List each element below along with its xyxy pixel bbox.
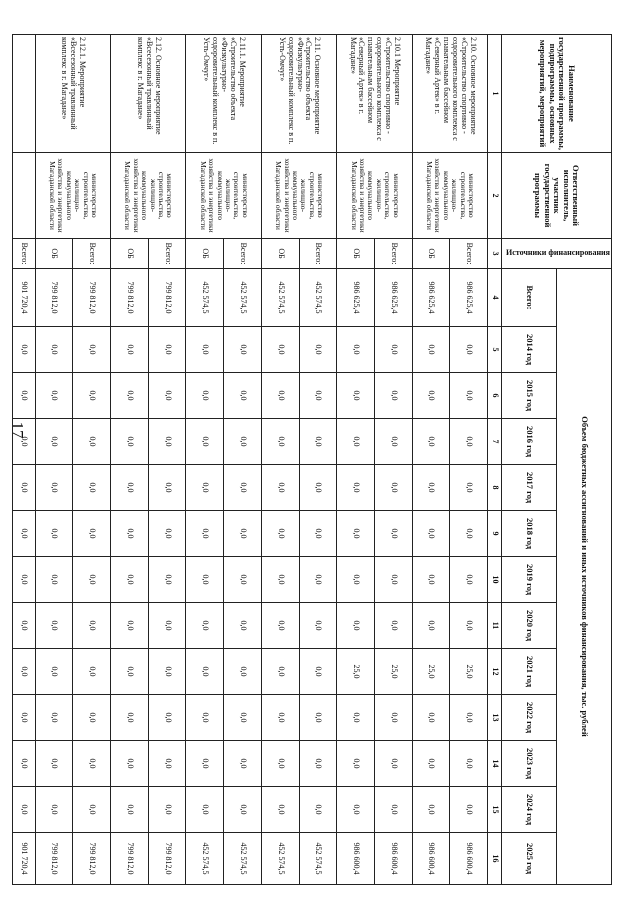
final-value: 0,0 xyxy=(13,695,36,741)
row-value: 799 812,0 xyxy=(148,833,186,885)
row-source: Всего: xyxy=(73,239,111,269)
row-value: 986 600,4 xyxy=(337,833,375,885)
row-value: 0,0 xyxy=(374,787,412,833)
row-name: 2.12.1. Мероприятие «Всесезонный травлинный комплекс в г. Магадане» xyxy=(35,35,110,153)
row-responsible: министерство строительства, жилищно-коммунального хозяйства и энергетики Магаданской области xyxy=(35,153,110,239)
row-value: 0,0 xyxy=(450,741,488,787)
final-value: 0,0 xyxy=(13,327,36,373)
row-value: 0,0 xyxy=(186,603,224,649)
column-index-6: 6 xyxy=(488,373,502,419)
row-value: 0,0 xyxy=(224,695,262,741)
row-value: 0,0 xyxy=(73,603,111,649)
row-source: ОБ xyxy=(186,239,224,269)
row-value: 0,0 xyxy=(374,511,412,557)
row-value: 0,0 xyxy=(337,787,375,833)
row-value: 0,0 xyxy=(337,511,375,557)
row-value: 0,0 xyxy=(148,327,186,373)
row-value: 0,0 xyxy=(73,695,111,741)
rotated-table-wrapper xyxy=(20,34,612,884)
row-value: 0,0 xyxy=(299,741,337,787)
row-source: Всего: xyxy=(148,239,186,269)
row-value: 0,0 xyxy=(261,511,299,557)
row-value: 0,0 xyxy=(148,465,186,511)
column-index-4: 4 xyxy=(488,269,502,327)
row-value: 0,0 xyxy=(111,511,149,557)
row-value: 25,0 xyxy=(374,649,412,695)
final-empty-responsible xyxy=(13,153,36,239)
header-source xyxy=(502,239,612,269)
row-source: ОБ xyxy=(35,239,73,269)
row-value: 0,0 xyxy=(35,327,73,373)
row-value: 0,0 xyxy=(412,557,450,603)
column-index-2: 2 xyxy=(488,153,502,239)
row-value: 0,0 xyxy=(374,465,412,511)
header-year-5: 2018 год xyxy=(502,511,557,557)
final-empty-name xyxy=(13,35,36,153)
row-value: 452 574,5 xyxy=(186,833,224,885)
row-value: 0,0 xyxy=(186,695,224,741)
row-value: 0,0 xyxy=(111,741,149,787)
row-value: 0,0 xyxy=(73,649,111,695)
row-value: 0,0 xyxy=(261,557,299,603)
row-value: 0,0 xyxy=(337,741,375,787)
row-value: 0,0 xyxy=(299,649,337,695)
row-value: 0,0 xyxy=(261,649,299,695)
row-value: 986 600,4 xyxy=(412,833,450,885)
column-index-12: 12 xyxy=(488,649,502,695)
row-value: 0,0 xyxy=(148,373,186,419)
final-total: 901 720,4 xyxy=(13,269,36,327)
row-value: 0,0 xyxy=(186,511,224,557)
row-value: 0,0 xyxy=(111,465,149,511)
header-total: Всего: xyxy=(502,269,557,327)
row-value: 0,0 xyxy=(224,649,262,695)
row-value: 0,0 xyxy=(374,419,412,465)
row-source: ОБ xyxy=(412,239,450,269)
row-value: 0,0 xyxy=(450,557,488,603)
row-value: 0,0 xyxy=(450,327,488,373)
row-responsible: министерство строительства, жилищно-коммунального хозяйства и энергетики Магаданской области xyxy=(261,153,336,239)
final-value: 0,0 xyxy=(13,557,36,603)
row-responsible: министерство строительства, жилищно-коммунального хозяйства и энергетики Магаданской области xyxy=(186,153,261,239)
row-value: 0,0 xyxy=(224,373,262,419)
row-value: 0,0 xyxy=(186,787,224,833)
row-value: 0,0 xyxy=(412,741,450,787)
row-value: 0,0 xyxy=(111,373,149,419)
final-value: 0,0 xyxy=(13,741,36,787)
row-value: 0,0 xyxy=(299,373,337,419)
final-value: 0,0 xyxy=(13,603,36,649)
column-index-16: 16 xyxy=(488,833,502,885)
header-year-7: 2020 год xyxy=(502,603,557,649)
row-value: 0,0 xyxy=(35,787,73,833)
row-value: 0,0 xyxy=(148,787,186,833)
row-value: 0,0 xyxy=(73,787,111,833)
header-year-11: 2024 год xyxy=(502,787,557,833)
column-index-3: 3 xyxy=(488,239,502,269)
final-value: 0,0 xyxy=(13,649,36,695)
row-value: 0,0 xyxy=(412,787,450,833)
row-value: 0,0 xyxy=(374,327,412,373)
row-value: 0,0 xyxy=(73,465,111,511)
row-value: 0,0 xyxy=(35,419,73,465)
row-value: 0,0 xyxy=(299,419,337,465)
row-value: 0,0 xyxy=(337,373,375,419)
row-source: Всего: xyxy=(374,239,412,269)
row-value: 0,0 xyxy=(35,465,73,511)
column-index-8: 8 xyxy=(488,465,502,511)
final-value: 0,0 xyxy=(13,511,36,557)
header-year-3: 2016 год xyxy=(502,419,557,465)
row-value: 0,0 xyxy=(261,603,299,649)
row-value: 0,0 xyxy=(261,419,299,465)
row-value: 0,0 xyxy=(450,695,488,741)
row-total: 986 625,4 xyxy=(374,269,412,327)
row-value: 0,0 xyxy=(111,419,149,465)
row-value: 0,0 xyxy=(450,787,488,833)
table-row xyxy=(374,35,412,885)
row-value: 0,0 xyxy=(35,557,73,603)
column-index-13: 13 xyxy=(488,695,502,741)
row-value: 799 812,0 xyxy=(111,833,149,885)
row-value: 0,0 xyxy=(111,695,149,741)
header-year-2: 2015 год xyxy=(502,373,557,419)
row-value: 0,0 xyxy=(224,787,262,833)
header-year-8: 2021 год xyxy=(502,649,557,695)
row-value: 0,0 xyxy=(186,327,224,373)
row-value: 0,0 xyxy=(148,603,186,649)
row-total: 799 812,0 xyxy=(35,269,73,327)
row-total: 986 625,4 xyxy=(412,269,450,327)
column-index-10: 10 xyxy=(488,557,502,603)
row-value: 0,0 xyxy=(73,327,111,373)
row-value: 0,0 xyxy=(450,511,488,557)
funding-sheet xyxy=(20,34,612,884)
row-total: 799 812,0 xyxy=(148,269,186,327)
row-value: 0,0 xyxy=(412,419,450,465)
row-name: 2.11. Основное мероприятие «Строительство объекта «Физкультурно-оздоровительный комплекс в п. Усть-Омчуг» xyxy=(261,35,336,153)
row-value: 0,0 xyxy=(186,373,224,419)
row-value: 0,0 xyxy=(186,465,224,511)
row-value: 0,0 xyxy=(374,373,412,419)
column-index-14: 14 xyxy=(488,741,502,787)
row-value: 799 812,0 xyxy=(35,833,73,885)
row-value: 0,0 xyxy=(148,419,186,465)
header-year-10: 2023 год xyxy=(502,741,557,787)
row-source: Всего: xyxy=(299,239,337,269)
row-value: 0,0 xyxy=(337,465,375,511)
row-total: 799 812,0 xyxy=(111,269,149,327)
final-source: Всего: xyxy=(13,239,36,269)
row-value: 0,0 xyxy=(337,695,375,741)
row-value: 0,0 xyxy=(186,557,224,603)
row-value: 0,0 xyxy=(148,741,186,787)
header-funding: Объем бюджетных ассигнований и иных источников финансирования, тыс. рублей xyxy=(557,269,612,885)
row-source: ОБ xyxy=(111,239,149,269)
row-value: 0,0 xyxy=(186,649,224,695)
row-total: 452 574,5 xyxy=(224,269,262,327)
table-body xyxy=(13,35,488,885)
row-value: 0,0 xyxy=(299,465,337,511)
row-value: 0,0 xyxy=(224,741,262,787)
row-total: 452 574,5 xyxy=(261,269,299,327)
row-value: 0,0 xyxy=(224,511,262,557)
row-value: 0,0 xyxy=(186,741,224,787)
row-value: 452 574,5 xyxy=(224,833,262,885)
header-responsible: Ответственный исполнитель, участник государственной программы xyxy=(502,153,612,239)
final-total-row xyxy=(13,35,36,885)
row-name: 2.11.1. Мероприятие «Строительство объекта «Физкультурно-оздоровительный комплекс в п. Усть-Омчуг» xyxy=(186,35,261,153)
row-value: 0,0 xyxy=(412,695,450,741)
header-name: Наименование государственной программы, подпрограммы, основных мероприятий, мероприятий xyxy=(502,35,612,153)
column-index-5: 5 xyxy=(488,327,502,373)
row-value: 0,0 xyxy=(111,557,149,603)
header-year-4: 2017 год xyxy=(502,465,557,511)
column-index-1: 1 xyxy=(488,35,502,153)
row-value: 0,0 xyxy=(450,603,488,649)
row-value: 0,0 xyxy=(73,373,111,419)
column-index-7: 7 xyxy=(488,419,502,465)
row-value: 0,0 xyxy=(35,649,73,695)
row-value: 0,0 xyxy=(374,741,412,787)
row-value: 0,0 xyxy=(261,741,299,787)
row-value: 0,0 xyxy=(412,465,450,511)
row-value: 0,0 xyxy=(224,603,262,649)
row-total: 452 574,5 xyxy=(299,269,337,327)
row-value: 0,0 xyxy=(35,741,73,787)
row-value: 0,0 xyxy=(111,787,149,833)
table-row xyxy=(224,35,262,885)
row-value: 0,0 xyxy=(148,511,186,557)
row-value: 0,0 xyxy=(148,695,186,741)
row-value: 0,0 xyxy=(148,649,186,695)
row-value: 0,0 xyxy=(261,787,299,833)
row-value: 0,0 xyxy=(73,557,111,603)
table-header xyxy=(488,35,612,885)
row-value: 0,0 xyxy=(337,327,375,373)
row-value: 0,0 xyxy=(337,557,375,603)
row-value: 0,0 xyxy=(412,327,450,373)
row-source: ОБ xyxy=(337,239,375,269)
row-total: 452 574,5 xyxy=(186,269,224,327)
row-source: ОБ xyxy=(261,239,299,269)
final-value: 901 720,4 xyxy=(13,833,36,885)
row-value: 0,0 xyxy=(374,695,412,741)
row-name: 2.10. Основное мероприятие «Строительство спортивно - оздоровительного комплекса с плавательным бассейном «Северный Артек» в г. Магадане» xyxy=(412,35,487,153)
row-total: 986 625,4 xyxy=(337,269,375,327)
row-value: 0,0 xyxy=(224,557,262,603)
header-year-9: 2022 год xyxy=(502,695,557,741)
row-value: 452 574,5 xyxy=(299,833,337,885)
table-row xyxy=(73,35,111,885)
row-value: 0,0 xyxy=(186,419,224,465)
row-value: 0,0 xyxy=(224,327,262,373)
row-value: 0,0 xyxy=(111,603,149,649)
final-value: 0,0 xyxy=(13,419,36,465)
row-source: Всего: xyxy=(224,239,262,269)
funding-table xyxy=(12,34,612,885)
row-value: 0,0 xyxy=(299,787,337,833)
row-value: 0,0 xyxy=(299,603,337,649)
row-value: 0,0 xyxy=(35,695,73,741)
row-value: 0,0 xyxy=(412,603,450,649)
row-value: 0,0 xyxy=(450,419,488,465)
row-responsible: министерство строительства, жилищно-коммунального хозяйства и энергетики Магаданской области xyxy=(111,153,186,239)
row-value: 0,0 xyxy=(299,327,337,373)
final-value: 0,0 xyxy=(13,465,36,511)
final-value: 0,0 xyxy=(13,373,36,419)
index-row xyxy=(488,35,502,885)
row-value: 0,0 xyxy=(261,373,299,419)
table-row xyxy=(299,35,337,885)
row-value: 0,0 xyxy=(299,557,337,603)
row-value: 0,0 xyxy=(35,511,73,557)
row-value: 0,0 xyxy=(111,327,149,373)
row-value: 0,0 xyxy=(35,373,73,419)
row-value: 799 812,0 xyxy=(73,833,111,885)
row-value: 0,0 xyxy=(374,603,412,649)
page-number: 17 xyxy=(8,421,27,439)
column-index-11: 11 xyxy=(488,603,502,649)
row-value: 452 574,5 xyxy=(261,833,299,885)
row-value: 0,0 xyxy=(73,741,111,787)
row-value: 0,0 xyxy=(299,511,337,557)
row-responsible: министерство строительства, жилищно-коммунального хозяйства и энергетики Магаданской области xyxy=(337,153,412,239)
row-total: 986 625,4 xyxy=(450,269,488,327)
row-value: 0,0 xyxy=(73,419,111,465)
row-value: 0,0 xyxy=(412,511,450,557)
row-value: 0,0 xyxy=(111,649,149,695)
row-value: 0,0 xyxy=(224,419,262,465)
row-value: 0,0 xyxy=(35,603,73,649)
row-name: 2.10.1 Мероприятие «Строительство спортивно - оздоровительного комплекса с плавательным бассейном «Северный Артек» в г. Магадане» xyxy=(337,35,412,153)
row-source: Всего: xyxy=(450,239,488,269)
row-value: 0,0 xyxy=(148,557,186,603)
row-value: 0,0 xyxy=(261,327,299,373)
header-source-text: Источники финансирования xyxy=(506,248,610,258)
row-value: 25,0 xyxy=(412,649,450,695)
row-value: 0,0 xyxy=(412,373,450,419)
row-value: 0,0 xyxy=(299,695,337,741)
row-value: 986 600,4 xyxy=(374,833,412,885)
header-year-1: 2014 год xyxy=(502,327,557,373)
row-value: 25,0 xyxy=(450,649,488,695)
column-index-9: 9 xyxy=(488,511,502,557)
row-name: 2.12. Основное мероприятие «Всесезонный травлинный комплекс в г. Магадане» xyxy=(111,35,186,153)
row-value: 0,0 xyxy=(450,465,488,511)
table-row xyxy=(148,35,186,885)
header-year-12: 2025 год xyxy=(502,833,557,885)
row-value: 0,0 xyxy=(261,465,299,511)
row-value: 986 600,4 xyxy=(450,833,488,885)
table-row xyxy=(450,35,488,885)
row-value: 0,0 xyxy=(73,511,111,557)
row-value: 0,0 xyxy=(224,465,262,511)
row-value: 0,0 xyxy=(337,603,375,649)
final-value: 0,0 xyxy=(13,787,36,833)
column-index-15: 15 xyxy=(488,787,502,833)
row-value: 0,0 xyxy=(337,419,375,465)
row-responsible: министерство строительства, жилищно-коммунального хозяйства и энергетики Магаданской области xyxy=(412,153,487,239)
row-total: 799 812,0 xyxy=(73,269,111,327)
row-value: 0,0 xyxy=(450,373,488,419)
row-value: 0,0 xyxy=(261,695,299,741)
row-value: 25,0 xyxy=(337,649,375,695)
row-value: 0,0 xyxy=(374,557,412,603)
header-year-6: 2019 год xyxy=(502,557,557,603)
